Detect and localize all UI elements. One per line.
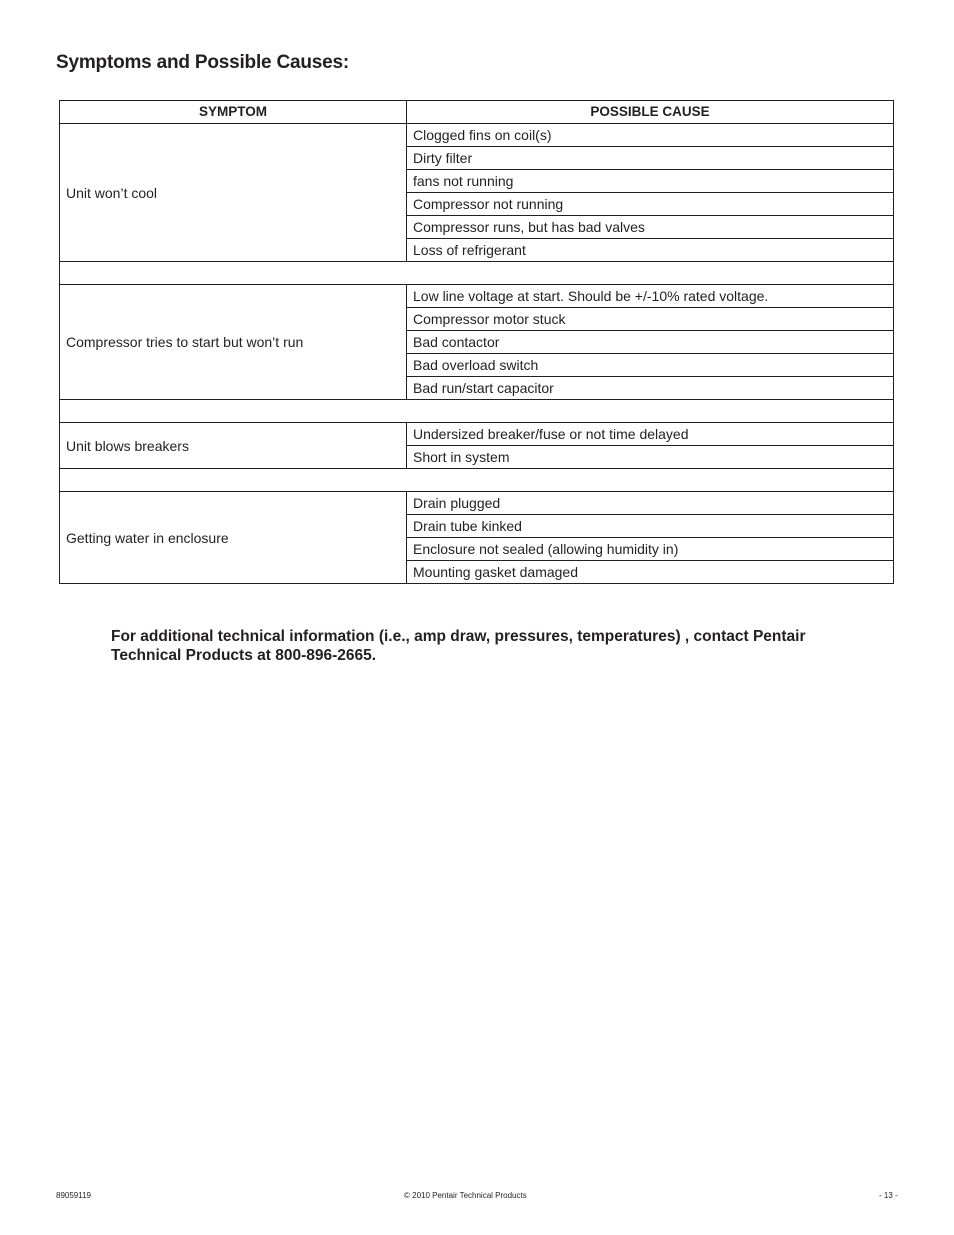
header-symptom: SYMPTOM	[60, 101, 407, 124]
spacer-cell	[60, 400, 894, 423]
cause-cell: Compressor not running	[407, 193, 894, 216]
cause-cell: Drain tube kinked	[407, 515, 894, 538]
spacer-row	[60, 469, 894, 492]
doc-number: 89059119	[56, 1191, 91, 1200]
copyright-notice: © 2010 Pentair Technical Products	[404, 1191, 527, 1200]
table-row	[60, 492, 894, 515]
table-row	[60, 124, 894, 147]
cause-cell: Short in system	[407, 446, 894, 469]
cause-cell: Loss of refrigerant	[407, 239, 894, 262]
technical-info-note: For additional technical information (i.e., amp draw, pressures, temperatures) , contact Pentair Technical Products at 800-896-2665.	[111, 628, 806, 664]
spacer-row	[60, 262, 894, 285]
cause-cell: Bad run/start capacitor	[407, 377, 894, 400]
cause-cell: Undersized breaker/fuse or not time delayed	[407, 423, 894, 446]
page-number: - 13 -	[879, 1191, 898, 1200]
cause-cell: Dirty filter	[407, 147, 894, 170]
cause-cell: Mounting gasket damaged	[407, 561, 894, 584]
symptom-cell: Getting water in enclosure	[60, 492, 407, 584]
cause-cell: fans not running	[407, 170, 894, 193]
cause-cell: Compressor motor stuck	[407, 308, 894, 331]
cause-cell: Drain plugged	[407, 492, 894, 515]
spacer-cell	[60, 469, 894, 492]
cause-cell: Bad overload switch	[407, 354, 894, 377]
cause-cell: Enclosure not sealed (allowing humidity in)	[407, 538, 894, 561]
cause-cell: Bad contactor	[407, 331, 894, 354]
page-title: Symptoms and Possible Causes:	[56, 52, 350, 73]
symptoms-table	[59, 100, 894, 584]
table-header-row	[60, 101, 894, 124]
spacer-row	[60, 400, 894, 423]
cause-cell: Compressor runs, but has bad valves	[407, 216, 894, 239]
cause-cell: Clogged fins on coil(s)	[407, 124, 894, 147]
symptom-cell: Compressor tries to start but won’t run	[60, 285, 407, 400]
cause-cell: Low line voltage at start. Should be +/-10% rated voltage.	[407, 285, 894, 308]
header-possible-cause: POSSIBLE CAUSE	[407, 101, 894, 124]
symptom-cell: Unit blows breakers	[60, 423, 407, 469]
table-row	[60, 285, 894, 308]
spacer-cell	[60, 262, 894, 285]
table-row	[60, 423, 894, 446]
symptom-cell: Unit won’t cool	[60, 124, 407, 262]
